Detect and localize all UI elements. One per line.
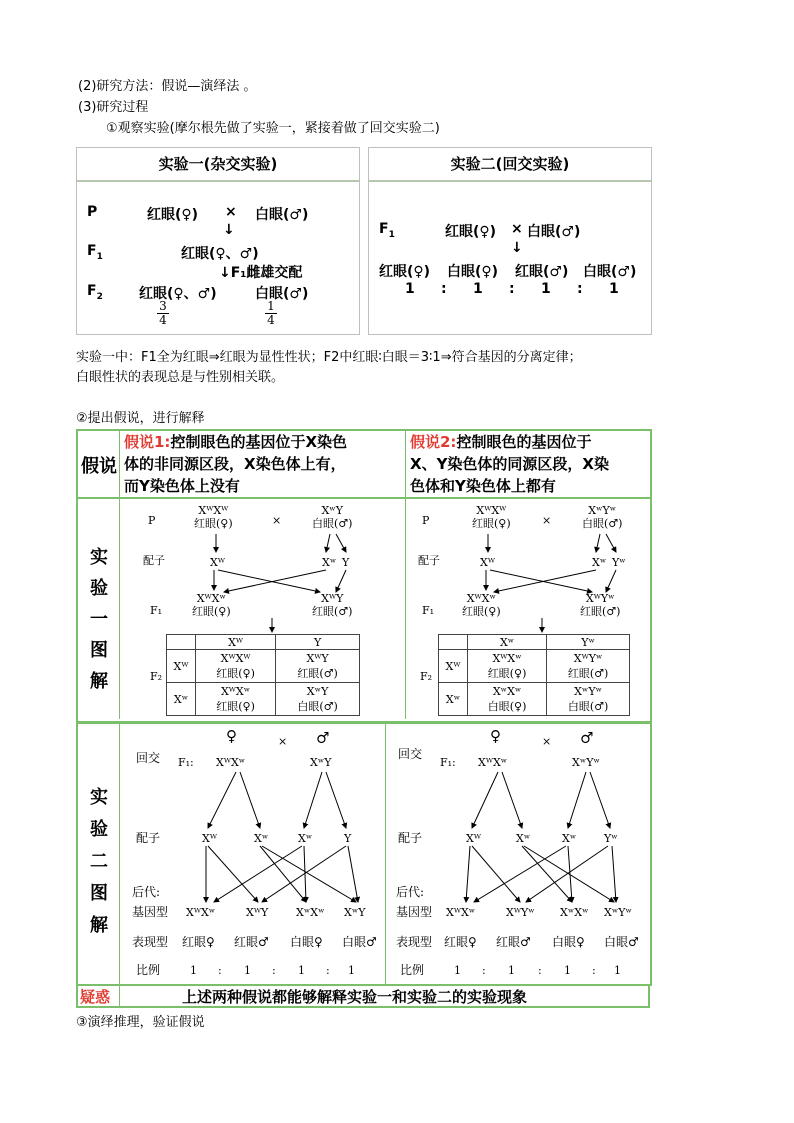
d1r-f1: F₁ <box>422 604 435 617</box>
d1r-row1: Xᵂ <box>439 650 468 683</box>
d1l-cross: × <box>272 514 282 527</box>
d2r-r6: 1 <box>614 964 621 977</box>
d2r-r2: 1 <box>508 964 515 977</box>
d1l-pm: XʷY 白眼(♂) <box>312 504 353 530</box>
exp1-p-right: 白眼(♂) <box>255 207 309 223</box>
d1r-g1: Xᵂ <box>480 556 495 569</box>
d2r-ratio-label: 比例 <box>400 963 425 977</box>
d2l-r3: : <box>272 964 276 977</box>
d1r-c21: XʷXʷ 白眼(♀) <box>468 683 547 716</box>
d1l-pf: XᵂXᵂ 红眼(♀) <box>194 504 233 530</box>
exp2-off-0: 红眼(♀) <box>379 264 431 280</box>
exp2-ratio-3: : <box>509 281 515 297</box>
d2r-offspring: 后代: <box>396 885 425 899</box>
exp2-off-1: 白眼(♀) <box>447 264 499 280</box>
d2r-r5: : <box>592 964 596 977</box>
hypo2-tag: 假说2: <box>410 433 457 451</box>
d1r-pf: XᵂXᵂ 红眼(♀) <box>472 504 511 530</box>
method-line: (2)研究方法：假说—演绎法 。 <box>78 79 257 94</box>
d2r-r1: : <box>482 964 486 977</box>
d2r-g0: Xᵂ <box>466 832 481 845</box>
d2r-g2: Xʷ <box>562 832 577 845</box>
d1l-c11: XᵂXᵂ 红眼(♀) <box>196 650 276 683</box>
exp1-f1-label: $F_1$ <box>87 243 103 262</box>
d1l-row2: Xʷ <box>167 683 196 716</box>
d2r-ph1: 红眼♂ <box>496 935 531 949</box>
d2l-r1: : <box>218 964 222 977</box>
d1r-g3: Yʷ <box>612 556 626 569</box>
exp2-arrow: ↓ <box>511 240 523 256</box>
d2r-gamete: 配子 <box>398 831 423 845</box>
d1l-g2: Xʷ <box>322 556 337 569</box>
exp1-p: P <box>87 204 98 220</box>
exp1-f1-mate: ↓F₁雌雄交配 <box>219 265 303 281</box>
exp2-f1-left: 红眼(♀) <box>445 224 497 240</box>
doubt-label: 疑惑 <box>80 988 111 1006</box>
conclusion-2: 白眼性状的表现总是与性别相关联。 <box>76 370 285 385</box>
d2l-ph0: 红眼♀ <box>182 935 215 949</box>
exp2-title: 实验二(回交实验) <box>369 148 651 182</box>
exp2-off-2: 红眼(♂) <box>515 264 569 280</box>
d2l-m: XʷY <box>310 756 332 769</box>
d2r-phenotype: 表现型 <box>396 935 433 949</box>
exp1-frac-left: 3 4 <box>157 300 169 327</box>
d2r-r3: : <box>538 964 542 977</box>
d2r-r4: 1 <box>564 964 571 977</box>
d2l-female-icon: ♀ <box>226 727 237 745</box>
d2r-geno0: XᵂXʷ <box>446 906 476 919</box>
d1l-f1m: XᵂY 红眼(♂) <box>312 592 353 618</box>
conclusion-1: 实验一中：F1全为红眼⇒红眼为显性性状；F2中红眼∶白眼＝3∶1⇒符合基因的分离定律； <box>76 350 582 365</box>
d2l-g3: Y <box>344 832 352 845</box>
d1r-f1m: XᵂYʷ 红眼(♂) <box>580 592 621 618</box>
exp2-cross: × <box>511 221 523 237</box>
next-heading: ③演绎推理，验证假说 <box>76 1015 205 1030</box>
d1l-row1: Xᵂ <box>167 650 196 683</box>
d2r-male-icon: ♂ <box>580 729 594 747</box>
d2l-ph3: 白眼♂ <box>342 935 377 949</box>
exp2-f1-right: 白眼(♂) <box>527 224 581 240</box>
exp1-frac-right: 1 4 <box>265 300 277 327</box>
d1l-g1: Xᵂ <box>210 556 225 569</box>
d1r-col1: Xʷ <box>468 635 547 650</box>
d2r-female-icon: ♀ <box>490 727 501 745</box>
d2l-r5: : <box>326 964 330 977</box>
d2l-r6: 1 <box>348 964 355 977</box>
d2r-geno3: XʷYʷ <box>604 906 632 919</box>
d2r-ph3: 白眼♂ <box>604 935 639 949</box>
d1r-c12: XᵂYʷ 红眼(♂) <box>547 650 630 683</box>
hypo1-tag: 假说1: <box>124 433 171 451</box>
d2r-g1: Xʷ <box>516 832 531 845</box>
exp2-ratio-2: 1 <box>473 281 483 297</box>
exp2-ratio-4: 1 <box>541 281 551 297</box>
exp2-off-3: 白眼(♂) <box>583 264 637 280</box>
d2r-genotype: 基因型 <box>396 905 433 919</box>
d2r-ph0: 红眼♀ <box>444 935 477 949</box>
exp1-cross: × <box>225 204 237 220</box>
process-line: (3)研究过程 <box>78 100 149 115</box>
d2l-geno2: XʷXʷ <box>296 906 325 919</box>
d1l-col1: Xᵂ <box>196 635 276 650</box>
d1l-c12: XᵂY 红眼(♂) <box>276 650 360 683</box>
d2r-m: XʷYʷ <box>572 756 600 769</box>
exp1-f1-pheno: 红眼(♀、♂) <box>181 246 259 262</box>
d1l-f2: F₂ <box>150 670 163 683</box>
d2l-phenotype: 表现型 <box>132 935 169 949</box>
d2l-f: XᵂXʷ <box>216 756 246 769</box>
d2l-g0: Xᵂ <box>202 832 217 845</box>
d2l-geno0: XᵂXʷ <box>186 906 216 919</box>
hypo-heading: ②提出假说，进行解释 <box>76 411 205 426</box>
d1l-p: P <box>148 514 156 527</box>
exp2-ratio-5: : <box>577 281 583 297</box>
d1r-pm: XʷYʷ 白眼(♂) <box>582 504 623 530</box>
d2l-r2: 1 <box>244 964 251 977</box>
exp1-diagram-side: 实 验 一 图 解 <box>90 547 108 692</box>
hypo2-text: 假说2:控制眼色的基因位于 X、Y染色体的同源区段，X染 色体和Y染色体上都有 <box>410 433 609 495</box>
exp2-diagram-side: 实 验 二 图 解 <box>90 787 108 936</box>
d2l-gamete: 配子 <box>136 831 161 845</box>
d1l-gamete: 配子 <box>143 554 165 567</box>
hypo-label: 假说 <box>81 456 117 477</box>
d1r-cross: × <box>542 514 552 527</box>
d1r-c11: XᵂXʷ 红眼(♀) <box>468 650 547 683</box>
d2r-f1: F₁: <box>440 756 456 769</box>
d2r-g3: Yʷ <box>604 832 618 845</box>
d1r-f2: F₂ <box>420 670 433 683</box>
d2l-f1: F₁: <box>178 756 194 769</box>
d1r-row2: Xʷ <box>439 683 468 716</box>
d1l-col2: Y <box>276 635 360 650</box>
d2l-ph2: 白眼♀ <box>290 935 323 949</box>
d2l-g2: Xʷ <box>298 832 313 845</box>
d2l-g1: Xʷ <box>254 832 269 845</box>
exp1-arrow: ↓ <box>223 222 235 238</box>
hypo1-text: 假说1:控制眼色的基因位于X染色 体的非同源区段，X染色体上有， 而Y染色体上没有 <box>124 433 348 495</box>
d2r-backcross: 回交 <box>398 747 423 761</box>
d1r-col2: Yʷ <box>547 635 630 650</box>
d2r-geno1: XᵂYʷ <box>506 906 535 919</box>
d2l-r4: 1 <box>298 964 305 977</box>
d1l-f1f: XᵂXʷ 红眼(♀) <box>192 592 231 618</box>
d2l-ph1: 红眼♂ <box>234 935 269 949</box>
d2l-geno3: XʷY <box>344 906 366 919</box>
d2l-r0: 1 <box>190 964 197 977</box>
d2r-f: XᵂXʷ <box>478 756 508 769</box>
exp2-ratio-0: 1 <box>405 281 415 297</box>
d2l-ratio-label: 比例 <box>136 963 161 977</box>
d2l-male-icon: ♂ <box>316 729 330 747</box>
d1l-f1: F₁ <box>150 604 163 617</box>
d2l-backcross: 回交 <box>136 751 161 765</box>
exp2-f1-label: $F_1$ <box>379 221 395 240</box>
exp1-p-left: 红眼(♀) <box>147 207 199 223</box>
doubt-divider <box>119 984 120 1008</box>
exp1-title: 实验一(杂交实验) <box>77 148 359 182</box>
d2l-genotype: 基因型 <box>132 905 169 919</box>
exp2-ratio-1: : <box>441 281 447 297</box>
d1l-c21: XᵂXʷ 红眼(♀) <box>196 683 276 716</box>
exp1-f2-right: 白眼(♂) <box>255 286 309 302</box>
d1r-f1f: XᵂXʷ 红眼(♀) <box>462 592 501 618</box>
d2r-ph2: 白眼♀ <box>552 935 585 949</box>
d2l-geno1: XᵂY <box>246 906 269 919</box>
d2l-offspring: 后代: <box>132 885 161 899</box>
d2r-geno2: XʷXʷ <box>560 906 589 919</box>
d2r-cross: × <box>542 735 552 748</box>
d1l-g3: Y <box>342 556 350 569</box>
d2r-r0: 1 <box>454 964 461 977</box>
d2l-cross: × <box>278 735 288 748</box>
d1l-c22: XʷY 白眼(♂) <box>276 683 360 716</box>
doubt-text: 上述两种假说都能够解释实验一和实验二的实验现象 <box>182 988 528 1006</box>
observe-line: ①观察实验(摩尔根先做了实验一，紧接着做了回交实验二) <box>106 121 440 136</box>
d1r-g2: Xʷ <box>592 556 607 569</box>
d1r-c22: XʷYʷ 白眼(♂) <box>547 683 630 716</box>
exp1-f2-left: 红眼(♀、♂) <box>139 286 217 302</box>
exp1-f2-label: $F_2$ <box>87 283 103 302</box>
exp2-ratio-6: 1 <box>609 281 619 297</box>
d1r-p: P <box>422 514 430 527</box>
d1r-gamete: 配子 <box>418 554 440 567</box>
